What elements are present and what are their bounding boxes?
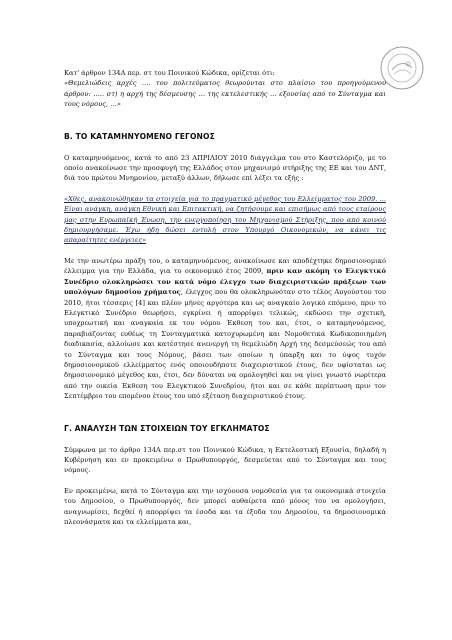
section-b-paragraph-1: Ο καταμηνυόμενος, κατά το από 23 ΑΠΡΙΛΙΟΥ 2010 διάγγελμα του στο Καστελόριζο, με το οποίο ανακοίνωσε την προσφυγή της Ελλάδος στον μηχανισμό στήριξης της ΕΕ και του ΔΝΤ, διά του πρώτου Μνημονίου, μεταξύ άλλων, δήλωσε επί λέξει τα εξής : — [64, 153, 386, 183]
intro-line: Κατ' άρθρον 134Α περ. στ του Ποινικού Κώδικα, ορίζεται ότι: — [64, 69, 275, 77]
document-body — [64, 68, 386, 527]
section-c-paragraph-2: Εν προκειμένω, κατά το Σύνταγμα και την ισχύουσα νομοθεσία για τα οικονομικά στοιχεία του Δημοσίου, ο Πρωθυπουργός, δεν μπορεί αυθαίρετα από μόνος του να ομολογήσει, αναγνωρίσει, δεχθεί ή απορρίψει τα έσοδα και τα έξοδα του Δημοσίου, τα δημοσιονομικά πλεονάσματα και τα ελλείμματα και, — [64, 486, 386, 526]
section-b-heading: Β. ΤΟ ΚΑΤΑΜΗΝΥΟΜΕΝΟ ΓΕΓΟΝΟΣ — [64, 131, 215, 141]
intro-quote: «Θεμελιώδεις αρχές …. του πολιτεύματος θεωρούνται στο πλαίσιο του προηγούμενου άρθρου: ….. στ) η αρχή της δέσμευσης … της εκτελεστικής … εξουσίας από το Σύνταγμα και τους νόμους, …» — [64, 79, 386, 109]
section-c-heading: Γ. ΑΝΑΛΥΣΗ ΤΩΝ ΣΤΟΙΧΕΙΩΝ ΤΟΥ ΕΓΚΛΗΜΑΤΟΣ — [64, 423, 270, 433]
section-b-quote: «Χθες, ανακοινώθηκαν τα στοιχεία για το πραγματικό μέγεθος του Ελλείμματος του 2009. ... Είναι ανάγκη, ανάγκη Εθνική και Επιτακτική, να ζητήσουμε και επισήμως από τους εταίρους μας στην Ευρωπαϊκή Ένωση, την ενεργοποίηση του Μηχανισμού Στήριξης, που από κοινού δημιουργήσαμε. Έχω ήδη δώσει εντολή στον Υπουργό Οικονομικών, να κάνει τις απαραίτητες ενέργειες» — [64, 194, 386, 245]
paragraph-2-start: Με την ανωτέρω πράξη του, ο καταμηνυόμενος, ανακοίνωσε και αποδέχτηκε δημοσιονομικό έλλειμμα για την Ελλάδα, για το οικονομικό έτος 2009, — [64, 256, 386, 276]
paragraph-2-emphasis: πριν καν ακόμη το Ελεγκτικό Συνέδριο ολοκληρώσει τον κατά νόμο έλεγχο των διαχειριστικών πράξεων των υπολόγων δημοσίου χρήματος — [64, 267, 386, 297]
section-b-paragraph-2 — [64, 256, 386, 402]
section-c-paragraph-1: Σύμφωνα με το άρθρο 134Α περ.στ του Ποινικού Κώδικα, η Εκτελεστική Εξουσία, δηλαδή η Κυβέρνηση και εν προκειμένω ο Πρωθυπουργός, δεσμεύεται από το Σύνταγμα και τους νόμους. — [64, 445, 386, 475]
paragraph-2-end: , έλεγχος που θα ολοκληρωνόταν στο τέλος Αυγούστου του 2010, ήτοι τέσσερις [4] και πλέον μήνες αργότερα και ως αναγκαίο λογικό επόμενο, πριν το Ελεγκτικό Συνέδριο θεωρήσει, εγκρίνει ή απορρίψει τελικώς, εκδώσει την σχετική, υποχρεωτική και αναγκαία εκ του νόμου Έκθεση του και, έτσι, ο καταμηνυόμενος, παραβιάζοντας ευθέως τη Συνταγματικά κατοχυρωμένη και Νομοθετικά Κωδικοποιημένη διαδικασία, αλλοίωσε και κατέστησε ανενεργή τη θεμελιώδη Αρχή της δεσμεύσεώς του από το Σύνταγμα και τους Νόμους, βάσει των οποίων η ύπαρξη και το ύψος τυχόν δημοσιονομικού ελλείμματος ενός οποιουδήποτε διαχειριστικού έτους, δεν υφίσταται ως δημοσιονομικό μέγεθος και, έτσι, δεν δύναται να ομολογηθεί και να γίνει γνωστό νωρίτερα από την οικεία Έκθεση του Ελεγκτικού Συνεδρίου, ήτοι και σε κάθε περίπτωση πριν τον Σεπτέμβριο του επομένου έτους του υπό εξέταση διαχειριστικού έτους. — [64, 288, 386, 401]
